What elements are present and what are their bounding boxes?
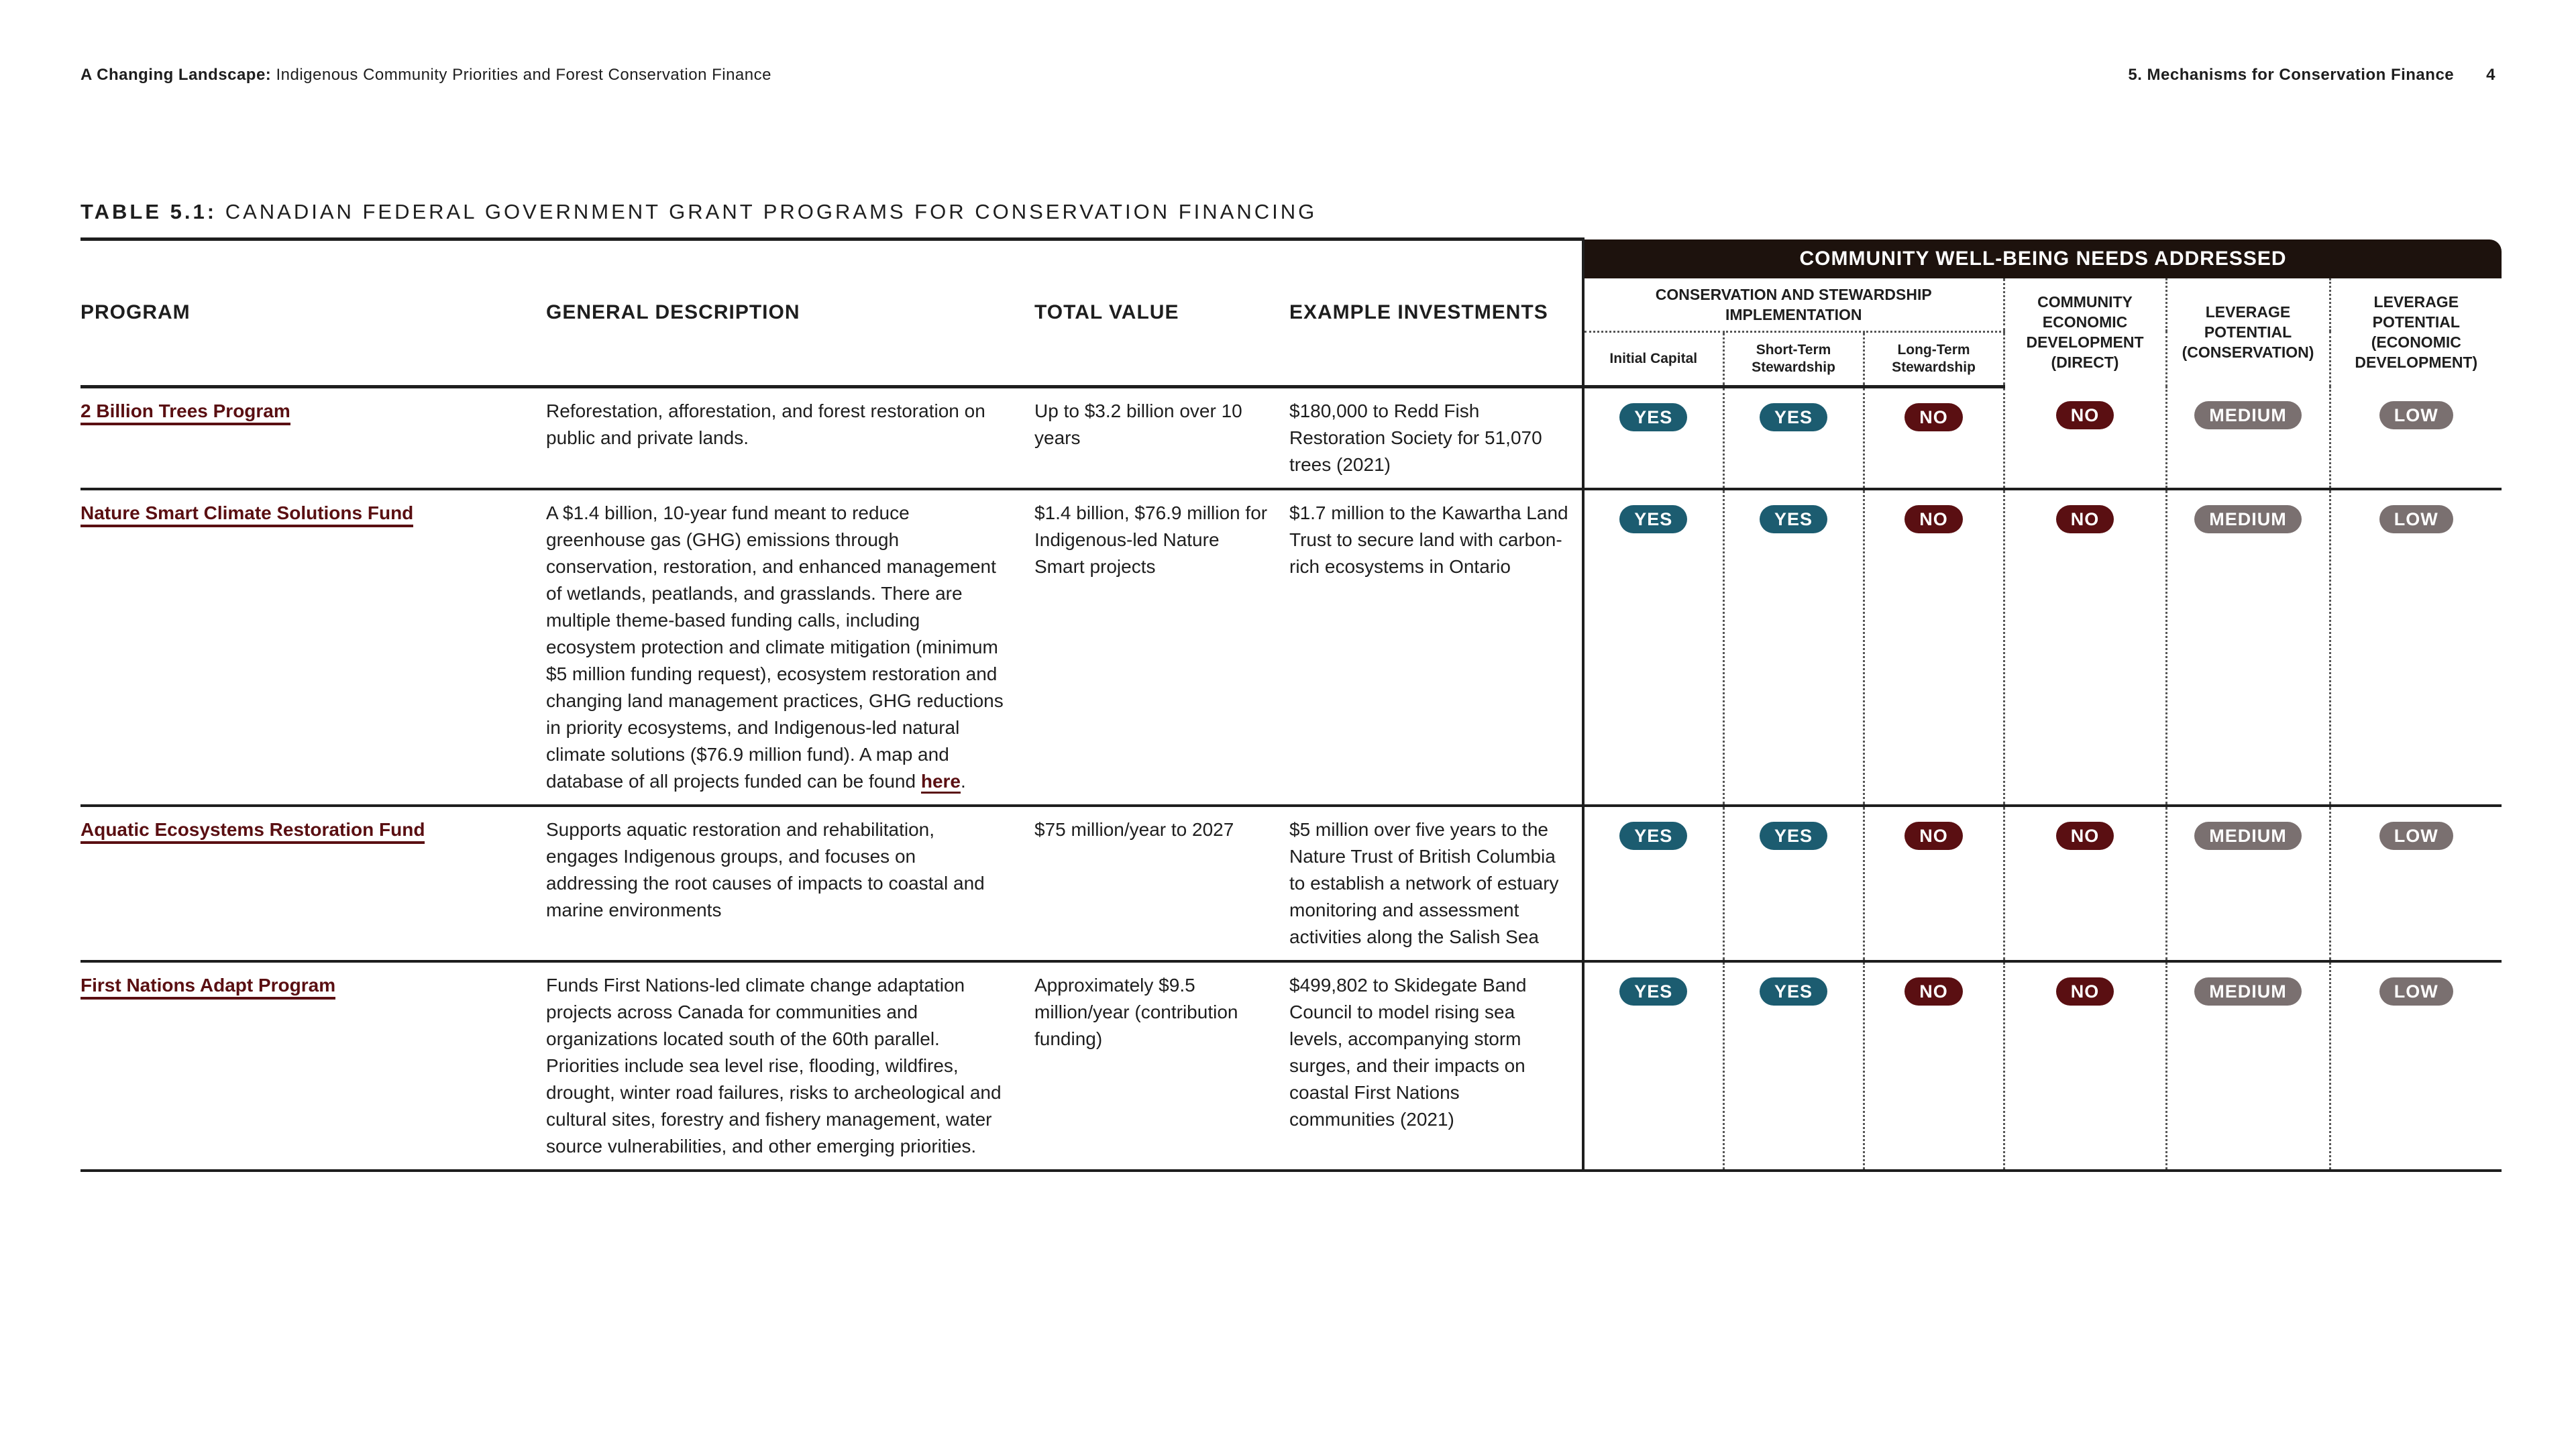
badge-leverage-economic: LOW	[2379, 505, 2453, 533]
badge-short-term: YES	[1760, 822, 1827, 850]
running-header-title	[80, 66, 771, 85]
col-header-band: COMMUNITY WELL-BEING NEEDS ADDRESSED	[1583, 239, 2502, 278]
running-header-section	[2128, 66, 2496, 85]
table-row	[80, 806, 2502, 961]
badge-leverage-economic: LOW	[2379, 401, 2453, 429]
table-title-text: CANADIAN FEDERAL GOVERNMENT GRANT PROGRAMS FOR CONSERVATION FINANCING	[225, 200, 1318, 223]
col-header-program: PROGRAM	[80, 239, 546, 387]
total-value-cell: $1.4 billion, $76.9 million for Indigenous-led Nature Smart projects	[1034, 502, 1268, 577]
col-header-long-term: Long-Term Stewardship	[1864, 331, 2004, 386]
badge-initial-capital: YES	[1619, 977, 1687, 1006]
badge-initial-capital: YES	[1619, 822, 1687, 850]
header-bold: A Changing Landscape:	[80, 66, 272, 84]
example-cell: $180,000 to Redd Fish Restoration Society for 51,070 trees (2021)	[1289, 400, 1542, 475]
description-cell: A $1.4 billion, 10-year fund meant to reduce greenhouse gas (GHG) emissions through conservation, restoration, and enhanced management of wetlands, peatlands, and grasslands. There are multiple theme-based funding calls, including ecosystem protection and climate mitigation (minimum $5 million funding request), ecosystem restoration and changing land management practices, GHG reductions in priority ecosystems, and Indigenous-led natural climate solutions ($76.9 million fund). A map and database of all projects funded can be found here.	[546, 489, 1034, 806]
table-label: TABLE 5.1:	[80, 200, 217, 223]
badge-leverage-economic: LOW	[2379, 977, 2453, 1006]
col-header-leverage-economic: LEVERAGE POTENTIAL (ECONOMIC DEVELOPMENT)	[2330, 278, 2502, 387]
table-row	[80, 489, 2502, 806]
badge-initial-capital: YES	[1619, 403, 1687, 431]
col-header-short-term: Short-Term Stewardship	[1723, 331, 1864, 386]
table-row	[80, 961, 2502, 1171]
col-header-initial-capital: Initial Capital	[1583, 331, 1723, 386]
badge-short-term: YES	[1760, 505, 1827, 533]
badge-initial-capital: YES	[1619, 505, 1687, 533]
example-cell: $499,802 to Skidegate Band Council to model rising sea levels, accompanying storm surges, and their impacts on coastal First Nations communities (2021)	[1289, 974, 1527, 1130]
description-text: A $1.4 billion, 10-year fund meant to reduce greenhouse gas (GHG) emissions through conservation, restoration, and enhanced management of wetlands, peatlands, and grasslands. There are multiple theme-based funding calls, including ecosystem protection and climate mitigation (minimum $5 million funding request), ecosystem restoration and changing land management practices, GHG reductions in priority ecosystems, and Indigenous-led natural climate solutions ($76.9 million fund). A map and database of all projects funded can be found	[546, 502, 1004, 792]
description-cell: Funds First Nations-led climate change adaptation projects across Canada for communities and organizations located south of the 60th parallel. Priorities include sea level rise, flooding, wildfires, drought, winter road failures, risks to archeological and cultural sites, forestry and fishery management, water source vulnerabilities, and other emerging priorities.	[546, 974, 1002, 1157]
badge-long-term: NO	[1904, 822, 1963, 850]
description-cell: Supports aquatic restoration and rehabilitation, engages Indigenous groups, and focuses on addressing the root causes of impacts to coastal and marine environments	[546, 818, 985, 920]
program-link[interactable]: Aquatic Ecosystems Restoration Fund	[80, 819, 425, 844]
badge-leverage-conservation: MEDIUM	[2194, 977, 2302, 1006]
col-header-leverage-conservation: LEVERAGE POTENTIAL (CONSERVATION)	[2166, 278, 2330, 387]
badge-community: NO	[2056, 822, 2114, 850]
badge-community: NO	[2056, 977, 2114, 1006]
total-value-cell: $75 million/year to 2027	[1034, 818, 1234, 840]
col-header-conservation: CONSERVATION AND STEWARDSHIP IMPLEMENTATION	[1583, 278, 2004, 332]
grant-programs-table	[80, 237, 2502, 1172]
badge-leverage-conservation: MEDIUM	[2194, 822, 2302, 850]
here-link[interactable]: here	[921, 771, 961, 794]
badge-leverage-conservation: MEDIUM	[2194, 505, 2302, 533]
total-value-cell: Up to $3.2 billion over 10 years	[1034, 400, 1242, 448]
table-title	[80, 200, 1317, 224]
badge-short-term: YES	[1760, 403, 1827, 431]
program-link[interactable]: 2 Billion Trees Program	[80, 400, 290, 425]
badge-long-term: NO	[1904, 403, 1963, 431]
col-header-description: GENERAL DESCRIPTION	[546, 239, 1034, 387]
program-link[interactable]: First Nations Adapt Program	[80, 975, 335, 1000]
col-header-total-value: TOTAL VALUE	[1034, 239, 1289, 387]
badge-long-term: NO	[1904, 505, 1963, 533]
description-cell: Reforestation, afforestation, and forest restoration on public and private lands.	[546, 400, 985, 448]
badge-community: NO	[2056, 401, 2114, 429]
col-header-community: COMMUNITY ECONOMIC DEVELOPMENT (DIRECT)	[2004, 278, 2166, 387]
badge-long-term: NO	[1904, 977, 1963, 1006]
program-link[interactable]: Nature Smart Climate Solutions Fund	[80, 502, 413, 527]
badge-leverage-conservation: MEDIUM	[2194, 401, 2302, 429]
badge-leverage-economic: LOW	[2379, 822, 2453, 850]
example-cell: $5 million over five years to the Nature Trust of British Columbia to establish a network of estuary monitoring and assessment activities along the Salish Sea	[1289, 818, 1559, 947]
badge-community: NO	[2056, 505, 2114, 533]
section-name: 5. Mechanisms for Conservation Finance	[2128, 66, 2455, 84]
example-cell: $1.7 million to the Kawartha Land Trust to secure land with carbon-rich ecosystems in Ontario	[1289, 502, 1568, 577]
page-number: 4	[2486, 66, 2496, 84]
table-row	[80, 386, 2502, 489]
badge-short-term: YES	[1760, 977, 1827, 1006]
header-subtitle: Indigenous Community Priorities and Forest Conservation Finance	[276, 66, 771, 84]
total-value-cell: Approximately $9.5 million/year (contribution funding)	[1034, 974, 1238, 1049]
col-header-examples: EXAMPLE INVESTMENTS	[1289, 239, 1583, 387]
